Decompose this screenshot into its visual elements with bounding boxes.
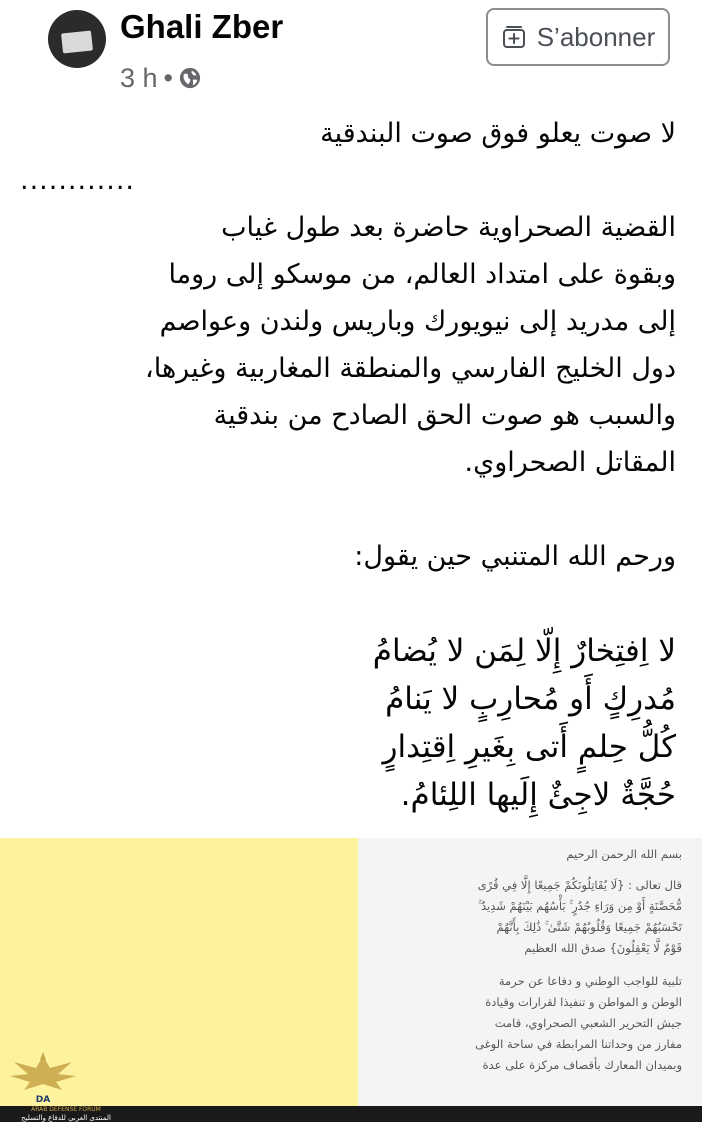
- subscribe-icon: [501, 24, 527, 50]
- subscribe-label: S’abonner: [536, 21, 656, 52]
- avatar-card-shape: [61, 30, 93, 53]
- document-line: قال تعالى : {لَا يُقَاتِلُونَكُمْ جَمِيعًا إِلَّا فِي قُرًى: [477, 878, 682, 892]
- logo-letters: DA: [35, 1095, 51, 1105]
- post-paragraph-line: وبقوة على امتداد العالم، من موسكو إلى روما: [168, 259, 676, 290]
- document-line: بسم الله الرحمن الرحيم: [566, 847, 682, 861]
- forum-logo-caption: [0, 1106, 132, 1122]
- poem-line: لا اِفتِخارٌ إِلّا لِمَن لا يُضامُ: [372, 633, 676, 669]
- document-line: مُّحَصَّنَةٍ أَوْ مِن وَرَاءِ جُدُرٍ ۚ بَأْسُهُم بَيْنَهُمْ شَدِيدٌ ۚ: [478, 899, 682, 913]
- logo-caption-en: ARAB DEFENSE FORUM: [31, 1106, 101, 1113]
- document-line: مفارز من وحداتنا المرابطة في ساحة الوغى: [475, 1037, 682, 1051]
- attached-image[interactable]: [0, 838, 702, 1108]
- subscribe-button[interactable]: [486, 8, 670, 66]
- post-header: [0, 0, 702, 105]
- document-line: الوطن و المواطن و تنفيذا لقرارات وقيادة: [485, 995, 682, 1009]
- spacer: [20, 486, 676, 533]
- author-name[interactable]: Ghali Zber: [120, 8, 284, 45]
- document-line: وبميدان المعارك بأقصاف مركزة على عدة: [482, 1058, 682, 1072]
- logo-caption-ar: المنتدى العربي للدفاع والتسليح: [21, 1114, 111, 1122]
- avatar[interactable]: [48, 10, 106, 68]
- post-dots: ............: [20, 165, 135, 196]
- globe-icon[interactable]: [179, 67, 201, 89]
- post-paragraph-line: إلى مدريد إلى نيويورك وباريس ولندن وعواصم: [159, 306, 676, 337]
- spacer: [20, 580, 676, 627]
- post-intro-line: ورحم الله المتنبي حين يقول:: [354, 541, 676, 572]
- poem: [20, 627, 676, 819]
- meta-separator: •: [163, 62, 173, 93]
- post-paragraph-line: والسبب هو صوت الحق الصادح من بندقية: [213, 400, 676, 431]
- document-line: جيش التحرير الشعبي الصحراوي، قامت: [494, 1016, 682, 1030]
- forum-logo-icon: [6, 1048, 80, 1106]
- poem-line: كُلُّ حِلمٍ أَتى بِغَيرِ اِقتِدارٍ: [382, 729, 676, 765]
- post-meta: [120, 62, 201, 94]
- post-paragraph-line: القضية الصحراوية حاضرة بعد طول غياب: [221, 212, 676, 243]
- attachment-document: [358, 838, 702, 1108]
- document-line: تَحْسَبُهُمْ جَمِيعًا وَقُلُوبُهُمْ شَتَّىٰ ۚ ذَٰلِكَ بِأَنَّهُمْ: [496, 920, 682, 934]
- post-time[interactable]: 3 h: [120, 62, 158, 93]
- post-headline: لا صوت يعلو فوق صوت البندقية: [320, 118, 676, 149]
- post-paragraph-line: دول الخليج الفارسي والمنطقة المغاربية وغيرها،: [145, 353, 676, 384]
- document-line: تلبية للواجب الوطني و دفاعا عن حرمة: [498, 974, 682, 988]
- post-body: [20, 110, 676, 819]
- document-line: قَوْمٌ لَّا يَعْقِلُونَ} صدق الله العظيم: [524, 941, 682, 955]
- document-text: [372, 838, 682, 1076]
- poem-line: مُدرِكٍ أَو مُحارِبٍ لا يَنامُ: [385, 681, 676, 717]
- post-paragraph-line: المقاتل الصحراوي.: [464, 447, 676, 478]
- poem-line: حُجَّةٌ لاجِئٌ إِلَيها اللِئامُ.: [400, 777, 676, 813]
